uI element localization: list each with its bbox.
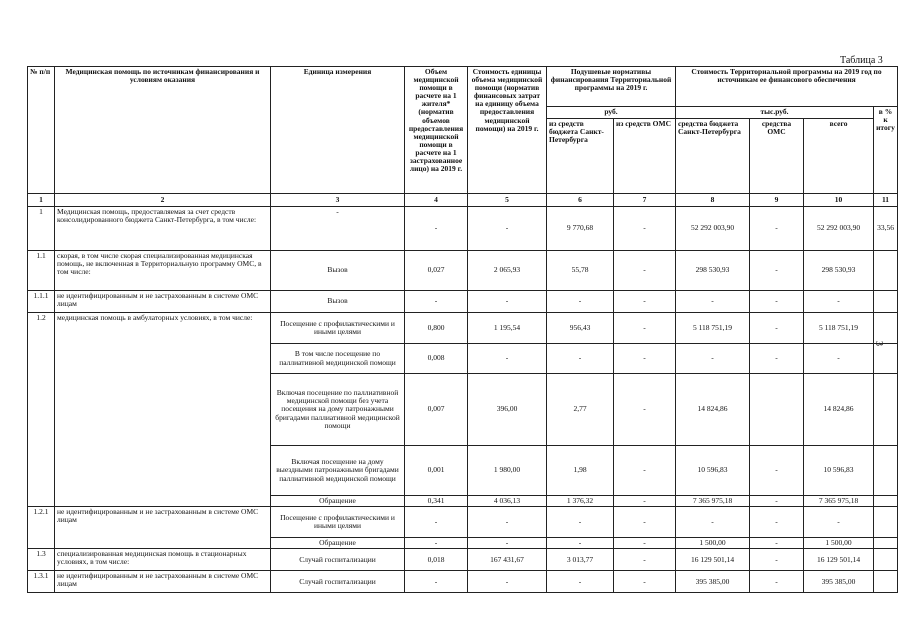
row-percent <box>874 538 898 549</box>
row-budget-thous: - <box>676 291 750 313</box>
row-num: 1.1 <box>28 251 55 291</box>
table-row <box>28 571 898 593</box>
row-unit-cost: - <box>468 571 547 593</box>
row-unit: Включая посещение по паллиативной медицинской помощи без учета посещения на дому патронажными бригадами паллиативной медицинской помощи <box>271 374 405 446</box>
col-number: 8 <box>676 194 750 207</box>
header-oms-thous: средства ОМС <box>750 119 804 194</box>
row-budget-thous: 1 500,00 <box>676 538 750 549</box>
row-unit: Включая посещение на дому выездными патронажными бригадами паллиативной медицинской помощи <box>271 446 405 496</box>
header-row-1 <box>28 67 898 107</box>
row-volume: 0,800 <box>405 313 468 344</box>
row-oms-thous: - <box>750 549 804 571</box>
header-total: всего <box>804 119 874 194</box>
row-volume: 0,001 <box>405 446 468 496</box>
page-number: 3 <box>873 341 884 346</box>
row-total: - <box>804 291 874 313</box>
header-volume: Объем медицинской помощи в расчете на 1 жителя* (норматив объемов предоставления медицинской помощи в расчете на 1 застрахованное лицо) на 2019 г. <box>405 67 468 194</box>
row-volume: 0,027 <box>405 251 468 291</box>
row-unit: Посещение с профилактическими и иными целями <box>271 507 405 538</box>
row-num: 1.3 <box>28 549 55 571</box>
row-percent <box>874 571 898 593</box>
row-percent <box>874 251 898 291</box>
row-num: 1.2 <box>28 313 55 507</box>
row-unit-cost: 167 431,67 <box>468 549 547 571</box>
row-budget-rub: - <box>547 507 614 538</box>
row-unit-cost: - <box>468 538 547 549</box>
col-number: 4 <box>405 194 468 207</box>
header-program-cost-group: Стоимость Территориальной программы на 2019 год по источникам ее финансового обеспечения <box>676 67 898 107</box>
row-budget-rub: 956,43 <box>547 313 614 344</box>
row-budget-thous: 5 118 751,19 <box>676 313 750 344</box>
header-unit-rub: руб. <box>547 107 676 119</box>
table-row <box>28 291 898 313</box>
row-total: - <box>804 507 874 538</box>
row-volume: - <box>405 538 468 549</box>
row-oms-rub: - <box>614 446 676 496</box>
row-unit-cost: 396,00 <box>468 374 547 446</box>
row-oms-thous: - <box>750 291 804 313</box>
row-total: 10 596,83 <box>804 446 874 496</box>
row-budget-thous: 52 292 003,90 <box>676 207 750 251</box>
table-row <box>28 549 898 571</box>
row-volume: - <box>405 507 468 538</box>
row-unit-cost: 1 195,54 <box>468 313 547 344</box>
col-number: 11 <box>874 194 898 207</box>
row-unit-cost: - <box>468 344 547 374</box>
row-budget-rub: 2,77 <box>547 374 614 446</box>
row-oms-rub: - <box>614 344 676 374</box>
row-oms-thous: - <box>750 313 804 344</box>
row-budget-thous: 7 365 975,18 <box>676 496 750 507</box>
row-desc: специализированная медицинская помощь в стационарных условиях, в том числе: <box>55 549 271 571</box>
row-oms-thous: - <box>750 446 804 496</box>
header-budget-thous: средства бюджета Санкт-Петербурга <box>676 119 750 194</box>
row-oms-rub: - <box>614 507 676 538</box>
row-unit: - <box>271 207 405 251</box>
row-num: 1.1.1 <box>28 291 55 313</box>
row-desc: не идентифицированным и не застрахованным в системе ОМС лицам <box>55 507 271 549</box>
header-unit-thous: тыс.руб. <box>676 107 874 119</box>
row-unit-cost: - <box>468 291 547 313</box>
row-oms-rub: - <box>614 571 676 593</box>
col-number: 7 <box>614 194 676 207</box>
row-unit-cost: 1 980,00 <box>468 446 547 496</box>
row-budget-thous: 16 129 501,14 <box>676 549 750 571</box>
row-unit: Вызов <box>271 291 405 313</box>
header-unit: Единица измерения <box>271 67 405 194</box>
col-number: 10 <box>804 194 874 207</box>
row-total: 395 385,00 <box>804 571 874 593</box>
row-budget-thous: - <box>676 507 750 538</box>
row-unit: Обращение <box>271 538 405 549</box>
header-oms-rub: из средств ОМС <box>614 119 676 194</box>
row-oms-thous <box>750 374 804 446</box>
header-per-capita-group: Подушевые нормативы финансирования Территориальной программы на 2019 г. <box>547 67 676 107</box>
column-number-row <box>28 194 898 207</box>
row-oms-rub: - <box>614 251 676 291</box>
row-num: 1 <box>28 207 55 251</box>
funding-table <box>27 66 898 593</box>
row-volume: 0,018 <box>405 549 468 571</box>
row-unit-cost: 2 065,93 <box>468 251 547 291</box>
row-budget-thous: 395 385,00 <box>676 571 750 593</box>
row-budget-rub: 9 770,68 <box>547 207 614 251</box>
row-budget-rub: 55,78 <box>547 251 614 291</box>
row-desc: скорая, в том числе скорая специализированная медицинская помощь, не включенная в Территориальную программу ОМС, в том числе: <box>55 251 271 291</box>
row-budget-thous: 298 530,93 <box>676 251 750 291</box>
row-budget-thous: 10 596,83 <box>676 446 750 496</box>
row-budget-thous: - <box>676 344 750 374</box>
header-num: № п/п <box>28 67 55 194</box>
row-unit-cost: - <box>468 207 547 251</box>
header-percent: в % к итогу <box>874 107 898 194</box>
col-number: 5 <box>468 194 547 207</box>
row-oms-thous: - <box>750 507 804 538</box>
table-row <box>28 507 898 538</box>
row-unit-cost: 4 036,13 <box>468 496 547 507</box>
row-total: 14 824,86 <box>804 374 874 446</box>
row-oms-thous: - <box>750 344 804 374</box>
row-total: 7 365 975,18 <box>804 496 874 507</box>
row-oms-thous: - <box>750 538 804 549</box>
row-oms-rub: - <box>614 538 676 549</box>
row-unit-cost: - <box>468 507 547 538</box>
row-unit: Посещение с профилактическими и иными целями <box>271 313 405 344</box>
row-unit: Обращение <box>271 496 405 507</box>
row-budget-rub: - <box>547 291 614 313</box>
row-desc: не идентифицированным и не застрахованным в системе ОМС лицам <box>55 571 271 593</box>
row-budget-rub: 3 013,77 <box>547 549 614 571</box>
col-number: 6 <box>547 194 614 207</box>
row-unit: Вызов <box>271 251 405 291</box>
row-oms-rub: - <box>614 496 676 507</box>
row-budget-rub: 1 376,32 <box>547 496 614 507</box>
row-percent <box>874 496 898 507</box>
row-percent <box>874 446 898 496</box>
row-oms-rub: - <box>614 291 676 313</box>
table-label: Таблица 3 <box>840 55 883 66</box>
row-unit: Случай госпитализации <box>271 571 405 593</box>
row-percent <box>874 374 898 446</box>
row-percent <box>874 507 898 538</box>
row-num: 1.3.1 <box>28 571 55 593</box>
row-unit: В том числе посещение по паллиативной медицинской помощи <box>271 344 405 374</box>
row-budget-rub: - <box>547 538 614 549</box>
row-oms-thous: - <box>750 571 804 593</box>
row-oms-thous: - <box>750 496 804 507</box>
row-percent <box>874 549 898 571</box>
row-percent <box>874 344 898 374</box>
header-budget-rub: из средств бюджета Санкт-Петербурга <box>547 119 614 194</box>
row-budget-rub: - <box>547 344 614 374</box>
row-desc: Медицинская помощь, предоставляемая за счет средств консолидированного бюджета Санкт-Петербурга, в том числе: <box>55 207 271 251</box>
col-number: 3 <box>271 194 405 207</box>
row-volume: 0,341 <box>405 496 468 507</box>
row-unit: Случай госпитализации <box>271 549 405 571</box>
row-budget-rub: 1,98 <box>547 446 614 496</box>
col-number: 1 <box>28 194 55 207</box>
row-total: 52 292 003,90 <box>804 207 874 251</box>
row-volume: 0,008 <box>405 344 468 374</box>
row-oms-rub: - <box>614 549 676 571</box>
row-oms-thous: - <box>750 207 804 251</box>
row-oms-rub: - <box>614 374 676 446</box>
row-budget-thous: 14 824,86 <box>676 374 750 446</box>
row-percent <box>874 313 898 344</box>
row-volume: - <box>405 291 468 313</box>
row-oms-rub: - <box>614 207 676 251</box>
col-number: 2 <box>55 194 271 207</box>
row-total: 1 500,00 <box>804 538 874 549</box>
table-row <box>28 251 898 291</box>
row-volume: - <box>405 207 468 251</box>
row-volume: - <box>405 571 468 593</box>
col-number: 9 <box>750 194 804 207</box>
row-total: 16 129 501,14 <box>804 549 874 571</box>
header-desc: Медицинская помощь по источникам финансирования и условиям оказания <box>55 67 271 194</box>
row-percent: 33,56 <box>874 207 898 251</box>
row-oms-rub: - <box>614 313 676 344</box>
row-percent <box>874 291 898 313</box>
row-total: 5 118 751,19 <box>804 313 874 344</box>
row-total: 298 530,93 <box>804 251 874 291</box>
row-oms-thous: - <box>750 251 804 291</box>
row-total: - <box>804 344 874 374</box>
row-volume: 0,007 <box>405 374 468 446</box>
header-unit-cost: Стоимость единицы объема медицинской помощи (норматив финансовых затрат на единицу объема предоставления медицинской помощи) на 2019 г. <box>468 67 547 194</box>
row-budget-rub: - <box>547 571 614 593</box>
table-row <box>28 207 898 251</box>
row-desc: медицинская помощь в амбулаторных условиях, в том числе: <box>55 313 271 507</box>
row-desc: не идентифицированным и не застрахованным в системе ОМС лицам <box>55 291 271 313</box>
table-row <box>28 313 898 344</box>
row-num: 1.2.1 <box>28 507 55 549</box>
